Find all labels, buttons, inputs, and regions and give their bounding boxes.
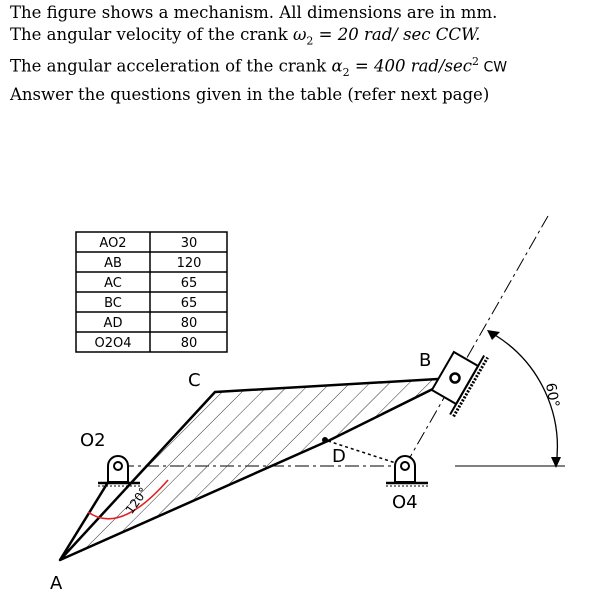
- dimension-table: [76, 232, 227, 352]
- alpha-symbol: α: [331, 56, 343, 76]
- label-a: A: [50, 573, 63, 594]
- problem-line-3-suffix: CW: [479, 59, 508, 76]
- label-c: C: [188, 370, 201, 391]
- label-o2: O2: [80, 430, 106, 451]
- table-label-ad: AD: [103, 316, 123, 331]
- angle-arc-60-arrow-top: [487, 330, 500, 340]
- problem-line-3-prefix: The angular acceleration of the crank: [10, 56, 332, 76]
- omega-subscript: 2: [306, 33, 314, 47]
- angle-label-120: 120°: [122, 484, 151, 517]
- table-label-ao2: AO2: [99, 236, 127, 251]
- table-value-o2o4: 80: [180, 336, 198, 351]
- table-label-ab: AB: [104, 256, 122, 271]
- label-b: B: [419, 350, 432, 371]
- table-label-bc: BC: [104, 296, 122, 311]
- table-value-ad: 80: [180, 316, 198, 331]
- problem-line-2-suffix: = 20 rad/ sec CCW.: [313, 24, 481, 44]
- table-label-o2o4: O2O4: [94, 336, 132, 351]
- problem-line-2-prefix: The angular velocity of the crank: [10, 24, 293, 44]
- alpha-units-exponent: 2: [472, 55, 480, 69]
- point-b-joint: [451, 374, 460, 383]
- alpha-subscript: 2: [342, 66, 350, 80]
- point-d-joint: [322, 437, 328, 443]
- table-value-ab: 120: [176, 256, 202, 271]
- table-value-ac: 65: [180, 276, 198, 291]
- problem-line-4: Answer the questions given in the table (refer next page): [10, 84, 490, 104]
- coupler-plate: [0, 300, 603, 606]
- label-d: D: [332, 446, 346, 467]
- omega-symbol: ω: [292, 24, 307, 44]
- table-value-bc: 65: [180, 296, 198, 311]
- slider-guide-line: [405, 216, 548, 466]
- pivot-o4: [386, 456, 428, 486]
- problem-line-1: The figure shows a mechanism. All dimensions are in mm.: [10, 3, 498, 22]
- table-label-ac: AC: [104, 276, 122, 291]
- problem-line-3-value: = 400 rad/sec: [349, 56, 473, 76]
- label-o4: O4: [392, 492, 418, 513]
- angle-label-60: 60°: [541, 381, 562, 409]
- table-value-ao2: 30: [180, 236, 198, 251]
